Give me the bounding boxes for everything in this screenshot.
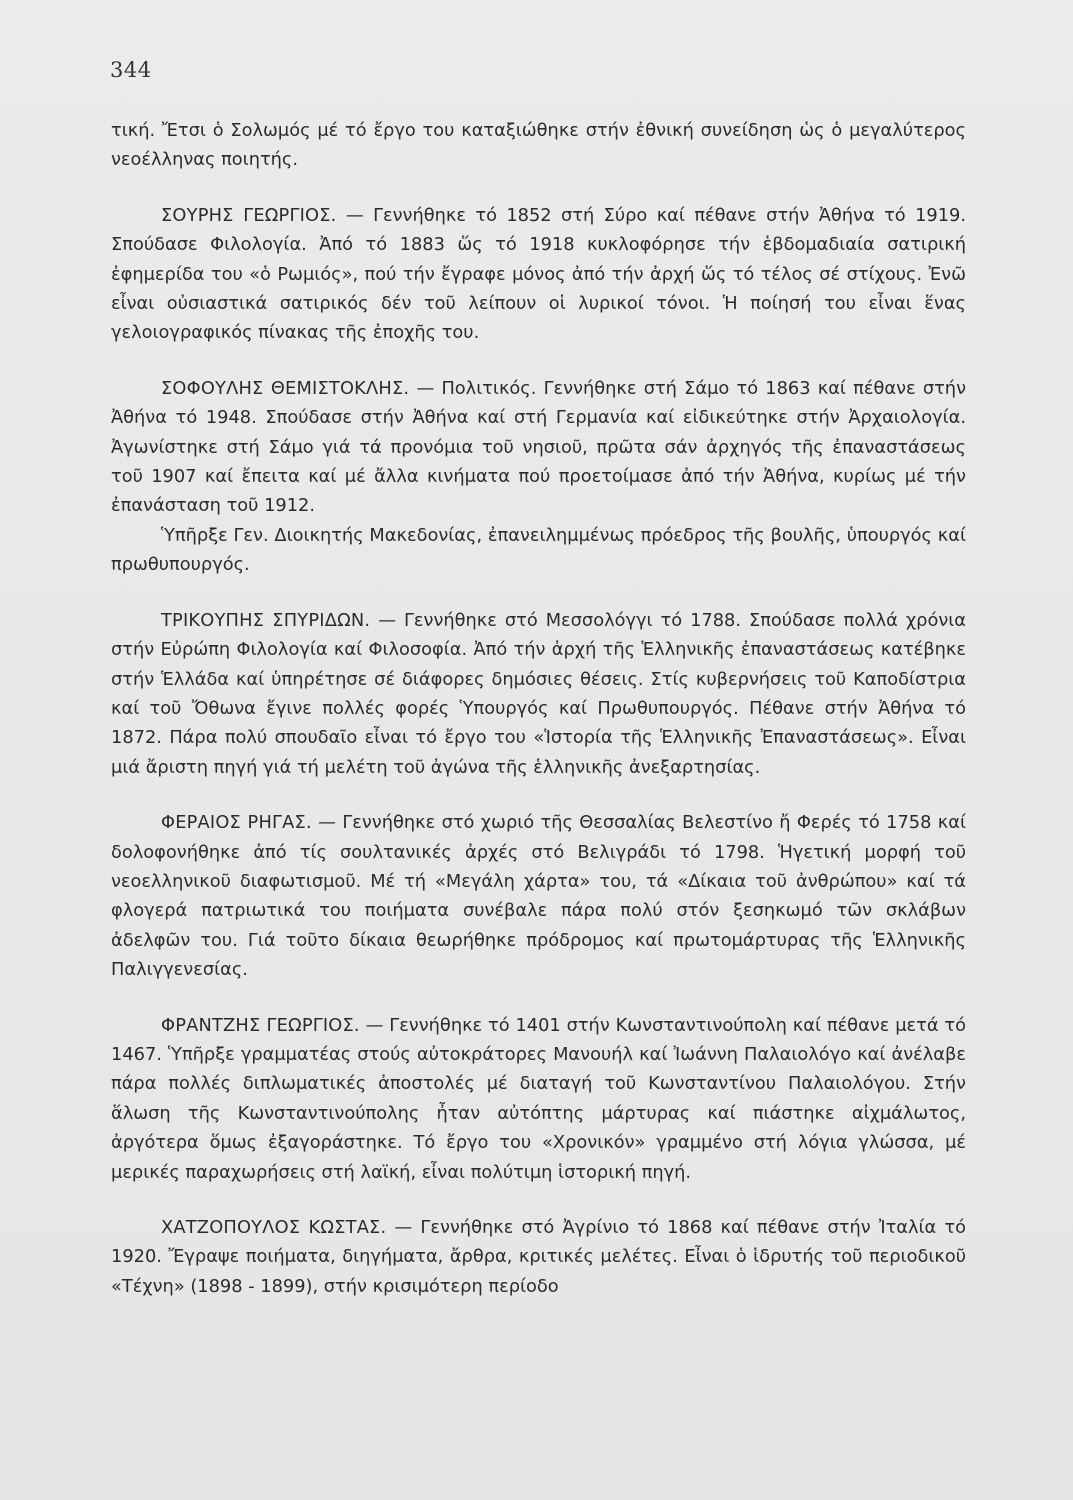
entry-chatzopoulos — [111, 1213, 966, 1301]
entry-text: — Γεννήθηκε τό 1401 στήν Κωνσταντινούπολη καί πέθανε μετά τό 1467. Ὑπῆρξε γραμματέας στούς αὐτοκράτορες Μανουήλ καί Ἰωάννη Παλαιολόγο καί ἀνέλαβε πάρα πολλές διπλωματικές ἀποστολές μέ διαταγή τοῦ Κωνσταντίνου Παλαιολόγου. Στήν ἅλωση τῆς Κωνσταντινούπολης ἦταν αὐτόπτης μάρτυρας καί πιάστηκε αἰχμάλωτος, ἀργότερα ὅμως ἐξαγοράστηκε. Τό ἔργο του «Χρονικόν» γραμμένο στή λόγια γλώσσα, μέ μερικές παραχωρήσεις στή λαϊκή, εἶναι πολύτιμη ἱστορική πηγή. — [111, 1014, 966, 1183]
page-number: 344 — [110, 58, 152, 82]
body-text — [111, 116, 966, 1301]
entry-sofoulis — [111, 374, 966, 580]
entry-paragraph — [111, 808, 966, 984]
entry-paragraph — [111, 1011, 966, 1187]
intro-paragraph: τική. Ἔτσι ὁ Σολωμός μέ τό ἔργο του καταξιώθηκε στήν ἐθνική συνείδηση ὡς ὁ μεγαλύτερος νεοέλληνας ποιητής. — [111, 120, 966, 171]
entry-text: — Πολιτικός. Γεννήθηκε στή Σάμο τό 1863 καί πέθανε στήν Ἀθήνα τό 1948. Σπούδασε στήν Ἀθήνα καί στή Γερμανία καί εἰδικεύτηκε στήν Ἀρχαιολογία. Ἀγωνίστηκε στή Σάμο γιά τά προνόμια τοῦ νησιοῦ, πρῶτα σάν ἀρχηγός τῆς ἐπαναστάσεως τοῦ 1907 καί ἔπειτα καί μέ ἄλλα κινήματα πού προετοίμασε ἀπό τήν Ἀθήνα, κυρίως μέ τήν ἐπανάσταση τοῦ 1912. — [111, 377, 966, 517]
entry-frantzis — [111, 1011, 966, 1187]
entry-trikoupis — [111, 606, 966, 782]
entry-paragraph — [111, 606, 966, 782]
entry-name: ΧΑΤΖΟΠΟΥΛΟΣ ΚΩΣΤΑΣ. — [161, 1217, 387, 1238]
entry-paragraph — [111, 374, 966, 521]
entry-paragraph — [111, 1213, 966, 1301]
entry-name: ΣΟΦΟΥΛΗΣ ΘΕΜΙΣΤΟΚΛΗΣ. — [161, 377, 410, 399]
entry-name: ΦΡΑΝΤΖΗΣ ΓΕΩΡΓΙΟΣ. — [161, 1014, 360, 1036]
entry-feraios — [111, 808, 966, 984]
entry-name: ΣΟΥΡΗΣ ΓΕΩΡΓΙΟΣ. — [161, 204, 337, 226]
entry-text: — Γεννήθηκε στό Μεσσολόγγι τό 1788. Σπούδασε πολλά χρόνια στήν Εὐρώπη Φιλολογία καί Φιλοσοφία. Ἀπό τήν ἀρχή τῆς Ἑλληνικῆς ἐπαναστάσεως κατέβηκε στήν Ἑλλάδα καί ὑπηρέτησε σέ διάφορες δημόσιες θέσεις. Στίς κυβερνήσεις τοῦ Καποδίστρια καί τοῦ Ὄθωνα ἔγινε πολλές φορές Ὑπουργός καί Πρωθυπουργός. Πέθανε στήν Ἀθήνα τό 1872. Πάρα πολύ σπουδαῖο εἶναι τό ἔργο του «Ἱστορία τῆς Ἑλληνικῆς Ἐπαναστάσεως». Εἶναι μιά ἄριστη πηγή γιά τή μελέτη τοῦ ἀγώνα τῆς ἑλληνικῆς ἀνεξαρτησίας. — [111, 609, 966, 778]
entry-text: — Γεννήθηκε στό χωριό τῆς Θεσσαλίας Βελεστίνο ἤ Φερές τό 1758 καί δολοφονήθηκε ἀπό τίς σουλτανικές ἀρχές στό Βελιγράδι τό 1798. Ἡγετική μορφή τοῦ νεοελληνικοῦ διαφωτισμοῦ. Μέ τή «Μεγάλη χάρτα» του, τά «Δίκαια τοῦ ἀνθρώπου» καί τά φλογερά πατριωτικά του ποιήματα συνέβαλε πάρα πολύ στόν ξεσηκωμό τῶν σκλάβων ἀδελφῶν του. Γιά τοῦτο δίκαια θεωρήθηκε πρόδρομος καί πρωτομάρτυρας τῆς Ἑλληνικῆς Παλιγγενεσίας. — [111, 812, 966, 981]
entry-paragraph — [111, 201, 966, 348]
entry-text: — Γεννήθηκε τό 1852 στή Σύρο καί πέθανε στήν Ἀθήνα τό 1919. Σπούδασε Φιλολογία. Ἀπό τό 1883 ὥς τό 1918 κυκλοφόρησε τήν ἑβδομαδιαία σατιρική ἐφημερίδα του «ὁ Ρωμιός», πού τήν ἔγραφε μόνος ἀπό τήν ἀρχή ὥς τό τέλος σέ στίχους. Ἐνῶ εἶναι οὐσιαστικά σατιρικός δέν τοῦ λείπουν οἱ λυρικοί τόνοι. Ἡ ποίησή του εἶναι ἕνας γελοιογραφικός πίνακας τῆς ἐποχῆς του. — [111, 204, 966, 344]
entry-name: ΤΡΙΚΟΥΠΗΣ ΣΠΥΡΙΔΩΝ. — [161, 609, 371, 631]
entry-text: — Γεννήθηκε στό Ἀγρίνιο τό 1868 καί πέθανε στήν Ἰταλία τό 1920. Ἔγραψε ποιήματα, διηγήματα, ἄρθρα, κριτικές μελέτες. Εἶναι ὁ ἱδρυτής τοῦ περιοδικοῦ «Τέχνη» (1898 - 1899), στήν κρισιμότερη περίοδο — [111, 1217, 966, 1297]
entry-continuation: Ὑπῆρξε Γεν. Διοικητής Μακεδονίας, ἐπανειλημμένως πρόεδρος τῆς βουλῆς, ὑπουργός καί πρωθυπουργός. — [111, 524, 966, 576]
entry-souris — [111, 201, 966, 348]
entry-name: ΦΕΡΑΙΟΣ ΡΗΓΑΣ. — [161, 812, 312, 834]
